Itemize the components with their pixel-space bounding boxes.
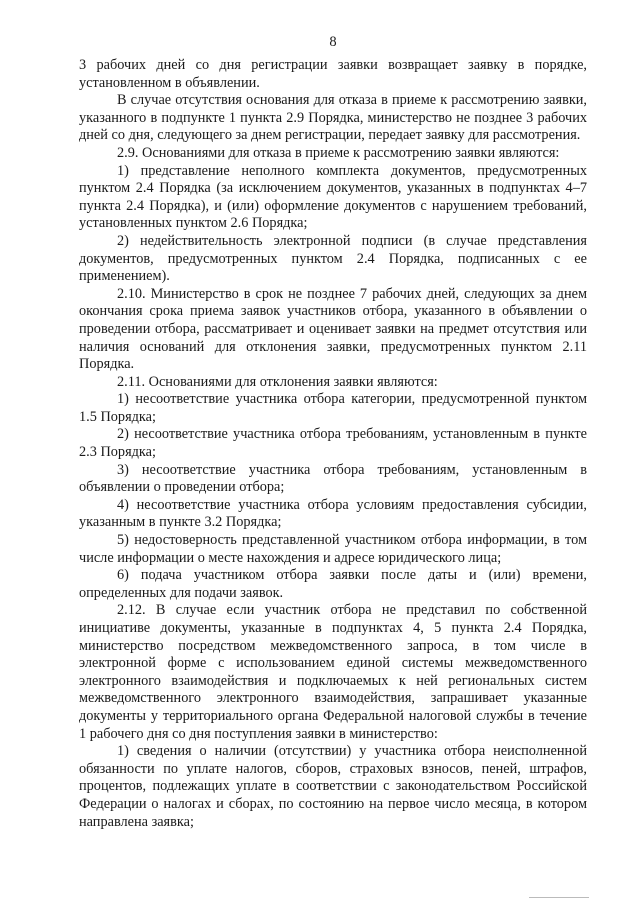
document-body: [79, 57, 587, 831]
paragraph: 1) несоответствие участника отбора категории, предусмотренной пунктом 1.5 Порядка;: [79, 391, 587, 425]
paragraph: 4) несоответствие участника отбора условиям предоставления субсидии, указанным в пункте 3.2 Порядка;: [79, 496, 587, 531]
paragraph: 3) несоответствие участника отбора требованиям, установленным в объявлении о проведении отбора;: [79, 461, 587, 496]
paragraph: 2.9. Основаниями для отказа в приеме к рассмотрению заявки являются:: [117, 144, 560, 161]
paragraph: 3 рабочих дней со дня регистрации заявки возвращает заявку в порядке, установленном в объявлении.: [79, 57, 587, 91]
paragraph: 5) недостоверность представленной участником отбора информации, в том числе информации о месте нахождения и адресе юридического лица;: [79, 532, 587, 566]
paragraph: 2.10. Министерство в срок не позднее 7 рабочих дней, следующих за днем окончания срока приема заявок участников отбора, указанного в объявлении о проведении отбора, рассматривает и оценивает заявки на предмет отсутствия или наличия оснований для отклонения заявки, предусмотренных пунктом 2.11 Порядка.: [79, 285, 587, 373]
paragraph: В случае отсутствия основания для отказа в приеме к рассмотрению заявки, указанного в подпункте 1 пункта 2.9 Порядка, министерство не позднее 3 рабочих дней со дня, следующего за днем регистрации, передает заявку для рассмотрения.: [79, 92, 587, 144]
page-number: 8: [329, 34, 337, 50]
paragraph: 6) подача участником отбора заявки после даты и (или) времени, определенных для подачи заявок.: [79, 567, 587, 601]
paragraph: 2.12. В случае если участник отбора не представил по собственной инициативе документы, указанные в подпунктах 4, 5 пункта 2.4 Порядка, министерство посредством межведомственного запроса, в том числе в электронной форме с использованием единой системы межведомственного электронного взаимодействия и подключаемых к ней региональных систем межведомственного электронного взаимодействия, запрашивает указанные документы у территориального органа Федеральной налоговой службы в течение 1 рабочего дня со дня поступления заявки в министерство:: [79, 602, 587, 742]
paragraph: 1) сведения о наличии (отсутствии) у участника отбора неисполненной обязанности по уплате налогов, сборов, страховых взносов, пеней, штрафов, процентов, подлежащих уплате в соответствии с законодательством Российской Федерации о налогах и сборах, по состоянию на первое число месяца, в котором направлена заявка;: [79, 743, 587, 830]
scan-artifact-line: [529, 897, 589, 898]
paragraph: 2) несоответствие участника отбора требованиям, установленным в пункте 2.3 Порядка;: [79, 426, 587, 461]
paragraph: 2.11. Основаниями для отклонения заявки являются:: [117, 373, 438, 390]
paragraph: 1) представление неполного комплекта документов, предусмотренных пунктом 2.4 Порядка (за исключением документов, указанных в подпунктах 4–7 пункта 2.4 Порядка), и (или) оформление документов с нарушением требований, установленных пунктом 2.6 Порядка;: [79, 162, 587, 232]
paragraph: 2) недействительность электронной подписи (в случае представления документов, предусмотренных пунктом 2.4 Порядка, подписанных с ее применением).: [79, 232, 587, 285]
